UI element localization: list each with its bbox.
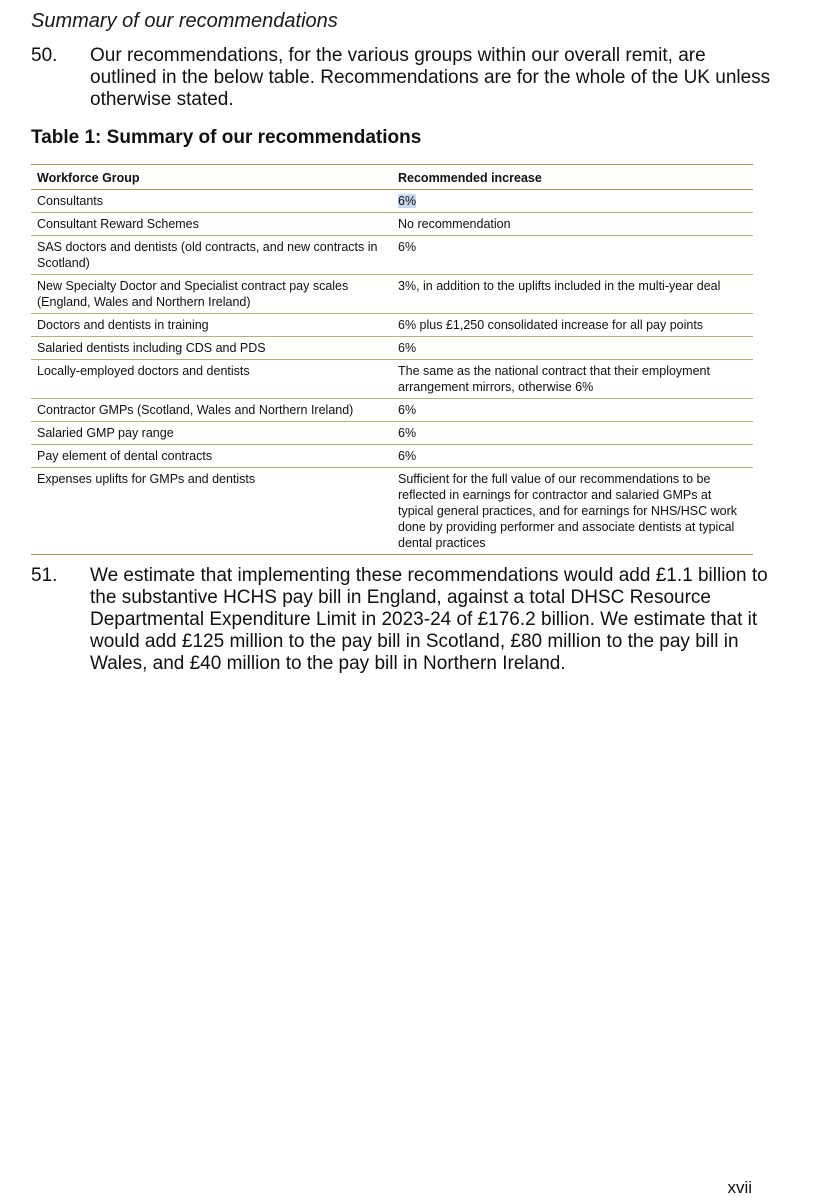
section-heading: Summary of our recommendations bbox=[31, 10, 338, 32]
table-row bbox=[31, 337, 753, 360]
table-row bbox=[31, 422, 753, 445]
cell-group: Contractor GMPs (Scotland, Wales and Northern Ireland) bbox=[31, 399, 392, 422]
paragraph-51 bbox=[31, 565, 771, 675]
header-workforce-group: Workforce Group bbox=[31, 165, 392, 190]
header-recommended-increase: Recommended increase bbox=[392, 165, 753, 190]
recommendations-table bbox=[31, 164, 753, 555]
cell-group: Expenses uplifts for GMPs and dentists bbox=[31, 468, 392, 555]
cell-increase: 6% bbox=[392, 236, 753, 275]
cell-increase: The same as the national contract that their employment arrangement mirrors, otherwise 6% bbox=[392, 360, 753, 399]
table-row bbox=[31, 190, 753, 213]
cell-increase: 3%, in addition to the uplifts included in the multi-year deal bbox=[392, 275, 753, 314]
cell-group: Salaried dentists including CDS and PDS bbox=[31, 337, 392, 360]
table-row bbox=[31, 468, 753, 555]
table-row bbox=[31, 314, 753, 337]
highlighted-value: 6% bbox=[398, 194, 417, 208]
cell-group: Pay element of dental contracts bbox=[31, 445, 392, 468]
table-row bbox=[31, 236, 753, 275]
table-row bbox=[31, 275, 753, 314]
cell-increase: 6% bbox=[392, 422, 753, 445]
cell-increase: 6% bbox=[392, 399, 753, 422]
cell-group: Locally-employed doctors and dentists bbox=[31, 360, 392, 399]
cell-increase: Sufficient for the full value of our recommendations to be reflected in earnings for contractor and salaried GMPs at typical general practices, and for earnings for NHS/HSC work done by providing performer and associate dentists at typical dental practices bbox=[392, 468, 753, 555]
table-row bbox=[31, 399, 753, 422]
table-row bbox=[31, 213, 753, 236]
cell-group: New Specialty Doctor and Specialist contract pay scales (England, Wales and Northern Ireland) bbox=[31, 275, 392, 314]
table-header-row bbox=[31, 165, 753, 190]
cell-increase: No recommendation bbox=[392, 213, 753, 236]
cell-group: Consultant Reward Schemes bbox=[31, 213, 392, 236]
paragraph-number: 51. bbox=[31, 565, 58, 586]
paragraph-50 bbox=[31, 45, 771, 111]
table-title: Table 1: Summary of our recommendations bbox=[31, 127, 422, 148]
cell-increase: 6% plus £1,250 consolidated increase for all pay points bbox=[392, 314, 753, 337]
cell-group: Consultants bbox=[31, 190, 392, 213]
table-row bbox=[31, 360, 753, 399]
cell-group: Salaried GMP pay range bbox=[31, 422, 392, 445]
cell-increase: 6% bbox=[392, 445, 753, 468]
cell-group: SAS doctors and dentists (old contracts, and new contracts in Scotland) bbox=[31, 236, 392, 275]
paragraph-text: Our recommendations, for the various groups within our overall remit, are outlined in the below table. Recommendations are for the whole of the UK unless otherwise stated. bbox=[90, 45, 771, 110]
paragraph-number: 50. bbox=[31, 45, 58, 66]
cell-group: Doctors and dentists in training bbox=[31, 314, 392, 337]
page-number: xvii bbox=[727, 1178, 752, 1197]
cell-increase bbox=[392, 190, 753, 213]
paragraph-text: We estimate that implementing these recommendations would add £1.1 billion to the substantive HCHS pay bill in England, against a total DHSC Resource Departmental Expenditure Limit in 2023-24 of £176.2 billion. We estimate that it would add £125 million to the pay bill in Scotland, £80 million to the pay bill in Wales, and £40 million to the pay bill in Northern Ireland. bbox=[90, 565, 768, 674]
table-row bbox=[31, 445, 753, 468]
cell-increase: 6% bbox=[392, 337, 753, 360]
